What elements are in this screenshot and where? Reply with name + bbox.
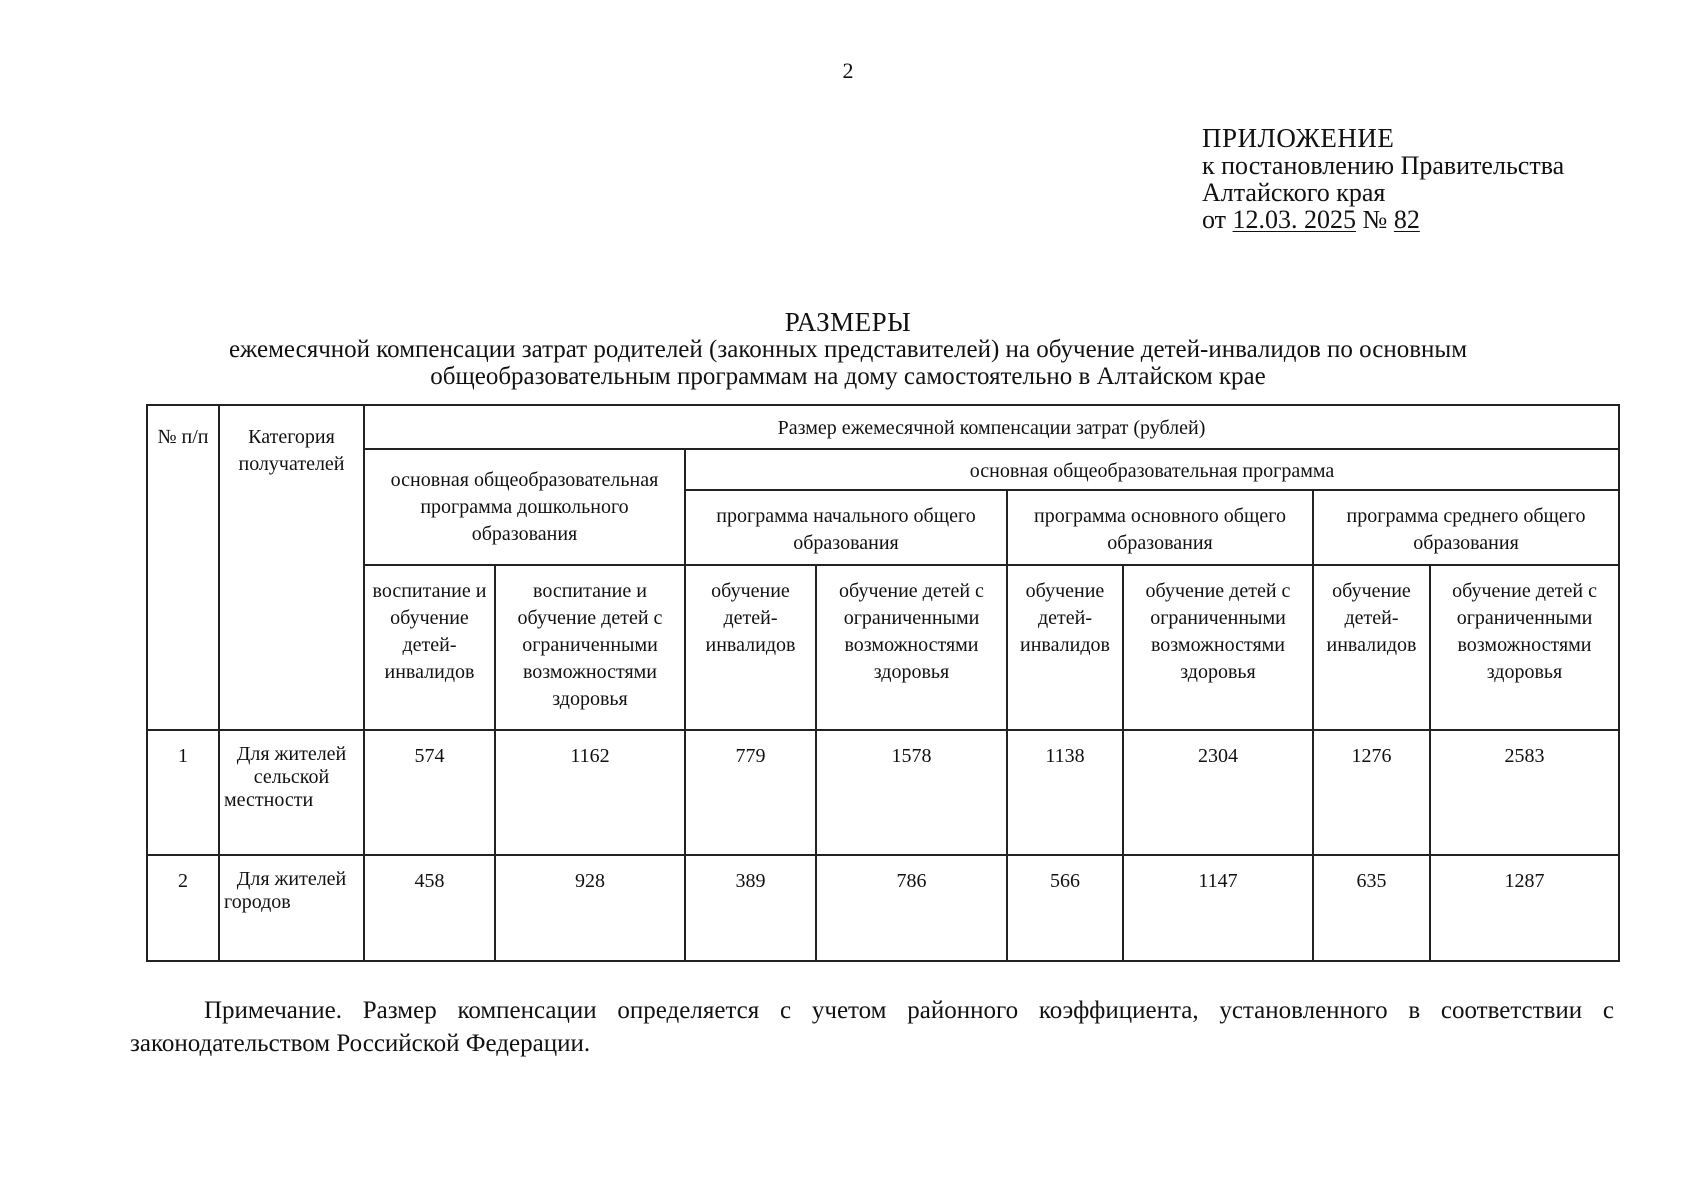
header-basic-program: программа основного общего образования xyxy=(1007,490,1313,565)
header-primary-program: программа начального общего образования xyxy=(685,490,1007,565)
subheader-basic-disabled: обучение детей-инвалидов xyxy=(1007,565,1123,730)
subheader-secondary-disabled: обучение детей-инвалидов xyxy=(1313,565,1430,730)
value-cell: 2304 xyxy=(1123,730,1313,855)
subheader-basic-limited: обучение детей с ограниченными возможностями здоровья xyxy=(1123,565,1313,730)
table-row xyxy=(147,730,1619,855)
row-num: 2 xyxy=(147,855,219,961)
row-num: 1 xyxy=(147,730,219,855)
value-cell: 635 xyxy=(1313,855,1430,961)
note-paragraph xyxy=(130,994,1614,1060)
annex-number-prefix: № xyxy=(1362,205,1388,234)
annex-line-2: Алтайского края xyxy=(1202,178,1386,207)
subheader-primary-limited: обучение детей с ограниченными возможностями здоровья xyxy=(816,565,1007,730)
page-number: 2 xyxy=(842,58,854,83)
title-block xyxy=(0,308,1696,390)
header-general-program: основная общеобразовательная программа xyxy=(685,449,1619,490)
note-text: Примечание. Размер компенсации определяется с учетом районного коэффициента, установленного в соответствии с законодательством Российской Федерации. xyxy=(130,997,1614,1057)
value-cell: 928 xyxy=(495,855,685,961)
value-cell: 2583 xyxy=(1430,730,1619,855)
header-num: № п/п xyxy=(147,405,219,730)
value-cell: 1276 xyxy=(1313,730,1430,855)
document-title: РАЗМЕРЫ xyxy=(784,307,912,337)
annex-title: ПРИЛОЖЕНИЕ xyxy=(1202,123,1395,153)
annex-number: 82 xyxy=(1393,205,1420,234)
subheader-secondary-limited: обучение детей с ограниченными возможностями здоровья xyxy=(1430,565,1619,730)
compensation-table xyxy=(146,404,1620,962)
value-cell: 389 xyxy=(685,855,816,961)
value-cell: 1578 xyxy=(816,730,1007,855)
value-cell: 1287 xyxy=(1430,855,1619,961)
value-cell: 566 xyxy=(1007,855,1123,961)
row-category xyxy=(219,855,364,961)
annex-line-1: к постановлению Правительства xyxy=(1202,151,1565,180)
annex-date-line xyxy=(1202,206,1564,233)
annex-date: 12.03. 2025 xyxy=(1232,205,1357,234)
subheader-preschool-limited: воспитание и обучение детей с ограниченными возможностями здоровья xyxy=(495,565,685,730)
annex-date-prefix: от xyxy=(1202,205,1227,234)
header-category: Категория получателей xyxy=(219,405,364,730)
value-cell: 574 xyxy=(364,730,495,855)
document-subtitle: ежемесячной компенсации затрат родителей (законных представителей) на обучение детей-инвалидов по основным общеобразовательным программам на дому самостоятельно в Алтайском крае xyxy=(228,336,1468,390)
value-cell: 1162 xyxy=(495,730,685,855)
header-secondary-program: программа среднего общего образования xyxy=(1313,490,1619,565)
value-cell: 779 xyxy=(685,730,816,855)
subheader-primary-disabled: обучение детей-инвалидов xyxy=(685,565,816,730)
value-cell: 786 xyxy=(816,855,1007,961)
header-preschool-program: основная общеобразовательная программа дошкольного образования xyxy=(364,449,685,565)
header-compensation-size: Размер ежемесячной компенсации затрат (рублей) xyxy=(364,405,1619,449)
value-cell: 1147 xyxy=(1123,855,1313,961)
value-cell: 1138 xyxy=(1007,730,1123,855)
subheader-preschool-disabled: воспитание и обучение детей-инвалидов xyxy=(364,565,495,730)
annex-block xyxy=(1202,125,1564,233)
row-category-label: Для жителей городов xyxy=(224,868,347,913)
value-cell: 458 xyxy=(364,855,495,961)
table-row xyxy=(147,855,1619,961)
row-category-label: Для жителей сельской местности xyxy=(224,743,347,811)
row-category xyxy=(219,730,364,855)
